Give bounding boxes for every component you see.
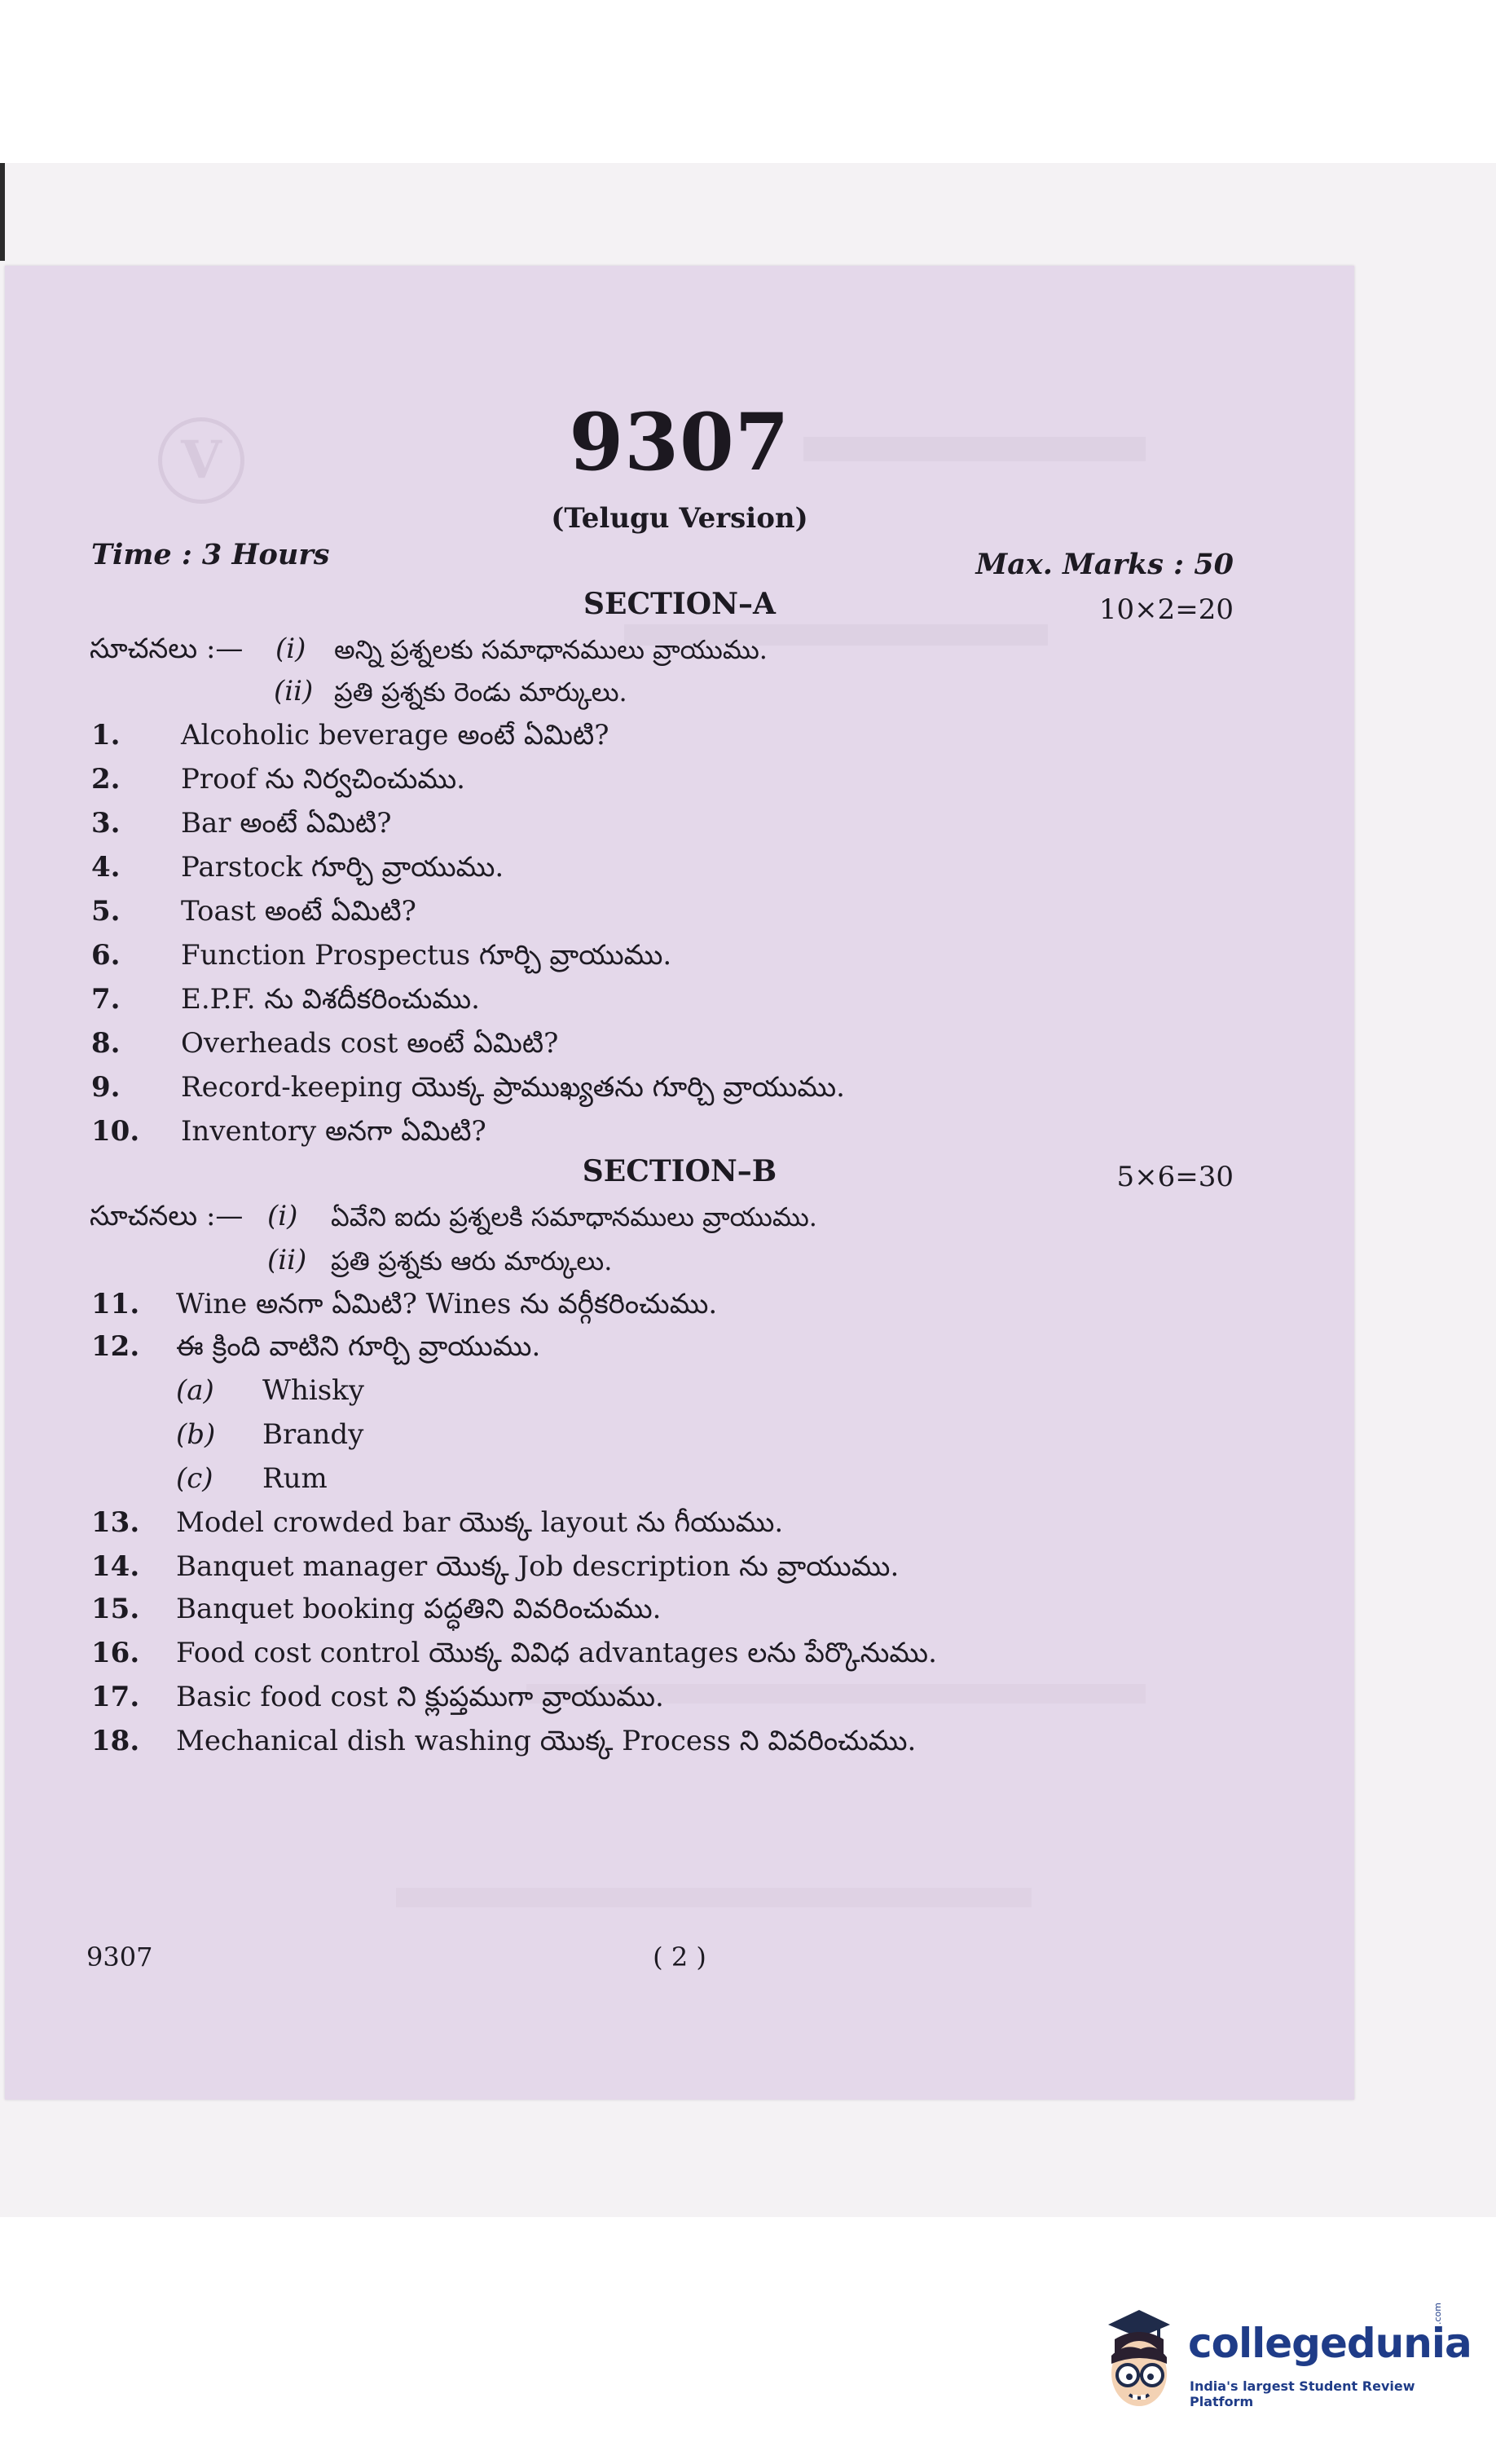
section-b-instruction-num: (i)	[267, 1200, 298, 1232]
page-number: ( 2 )	[653, 1942, 706, 1973]
sub-question-label: (b)	[176, 1418, 216, 1451]
section-a-marks: 10×2=20	[1098, 593, 1234, 626]
section-b-instruction-text: ఏవేని ఐదు ప్రశ్నలకి సమాధానములు వ్రాయుము.	[331, 1201, 817, 1232]
sub-question-text: Whisky	[262, 1374, 364, 1407]
section-b-marks: 5×6=30	[1116, 1161, 1234, 1193]
question-text: Record-keeping యొక్క ప్రాముఖ్యతను గూర్చి వ్రాయుము.	[181, 1071, 845, 1104]
question-number: 15.	[91, 1593, 140, 1625]
section-a-instruction-text: అన్ని ప్రశ్నలకు సమాధానములు వ్రాయుము.	[334, 634, 768, 665]
footer-code: 9307	[86, 1942, 153, 1973]
question-text: Inventory అనగా ఏమిటి?	[181, 1115, 486, 1148]
question-text: Proof ను నిర్వచించుము.	[181, 763, 465, 796]
section-b-instruction-num: (ii)	[267, 1244, 307, 1276]
section-b-title: SECTION–B	[582, 1154, 777, 1188]
question-number: 4.	[91, 851, 121, 884]
question-text: Parstock గూర్చి వ్రాయుము.	[181, 851, 504, 884]
collegedunia-logo	[1092, 2303, 1472, 2421]
question-number: 16.	[91, 1637, 140, 1669]
logo-suffix: .com	[1432, 2303, 1443, 2325]
question-number: 9.	[91, 1071, 121, 1104]
question-text: Basic food cost ని క్లుప్తముగా వ్రాయుము.	[176, 1681, 664, 1713]
question-text: Bar అంటే ఏమిటి?	[181, 807, 392, 840]
question-number: 12.	[91, 1330, 140, 1363]
question-number: 13.	[91, 1506, 140, 1539]
question-text: E.P.F. ను విశదీకరించుము.	[181, 983, 480, 1016]
question-number: 7.	[91, 983, 121, 1016]
question-text: Food cost control యొక్క వివిధ advantages లను పేర్కొనుము.	[176, 1637, 937, 1669]
section-b-instruction-label: సూచనలు :—	[90, 1200, 244, 1232]
question-text: Wine అనగా ఏమిటి? Wines ను వర్గీకరించుము.	[176, 1288, 718, 1320]
sub-question-label: (a)	[176, 1374, 214, 1407]
question-text: Toast అంటే ఏమిటి?	[181, 895, 416, 928]
question-text: Banquet booking పద్ధతిని వివరించుము.	[176, 1593, 662, 1625]
scan-edge	[0, 163, 5, 261]
question-number: 1.	[91, 719, 121, 752]
sub-question-text: Rum	[262, 1462, 328, 1495]
max-marks: Max. Marks : 50	[975, 548, 1234, 581]
logo-tagline: India's largest Student Review Platform	[1190, 2378, 1415, 2409]
question-number: 17.	[91, 1681, 140, 1713]
section-b-instruction-text: ప్రతి ప్రశ్నకు ఆరు మార్కులు.	[331, 1245, 613, 1276]
question-number: 11.	[91, 1288, 140, 1320]
question-text: Mechanical dish washing యొక్క Process ని వివరించుము.	[176, 1725, 917, 1757]
question-number: 5.	[91, 895, 121, 928]
show-through-mark	[396, 1888, 1032, 1907]
section-a-instruction-num: (i)	[275, 633, 306, 665]
question-text: Model crowded bar యొక్క layout ను గీయుము.	[176, 1506, 784, 1539]
question-text: Banquet manager యొక్క Job description ను వ్రాయుము.	[176, 1550, 900, 1583]
mascot-icon	[1092, 2307, 1181, 2418]
sub-question-text: Brandy	[262, 1418, 364, 1451]
question-text: Overheads cost అంటే ఏమిటి?	[181, 1027, 559, 1060]
question-text: Alcoholic beverage అంటే ఏమిటి?	[181, 719, 609, 752]
question-number: 6.	[91, 939, 121, 972]
question-text: Function Prospectus గూర్చి వ్రాయుము.	[181, 939, 672, 972]
faint-stamp-icon: V	[158, 417, 244, 504]
question-number: 14.	[91, 1550, 140, 1583]
paper-version: (Telugu Version)	[551, 502, 808, 535]
question-number: 3.	[91, 807, 121, 840]
section-a-instruction-num: (ii)	[274, 675, 314, 707]
logo-wordmark: collegedunia	[1188, 2320, 1472, 2367]
question-text: ఈ క్రింది వాటిని గూర్చి వ్రాయుము.	[176, 1330, 541, 1363]
section-a-instruction-label: సూచనలు :—	[90, 633, 244, 665]
section-a-instruction-text: ప్రతి ప్రశ్నకు రెండు మార్కులు.	[334, 677, 627, 707]
exam-sheet	[5, 266, 1354, 2100]
paper-code: 9307	[569, 396, 790, 488]
question-number: 2.	[91, 763, 121, 796]
question-number: 10.	[91, 1115, 140, 1148]
question-number: 8.	[91, 1027, 121, 1060]
exam-time: Time : 3 Hours	[91, 538, 330, 571]
section-a-title: SECTION–A	[583, 587, 776, 621]
question-number: 18.	[91, 1725, 140, 1757]
sub-question-label: (c)	[176, 1462, 213, 1495]
